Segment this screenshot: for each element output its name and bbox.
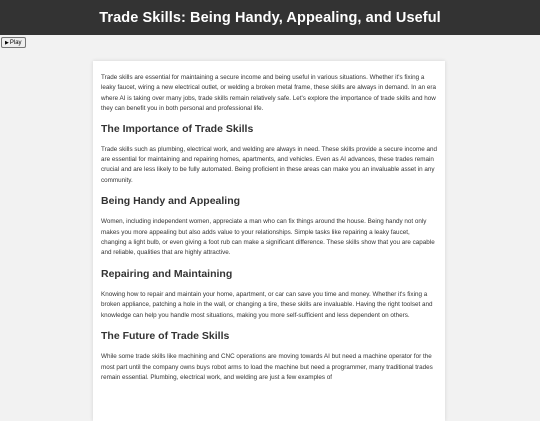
section-paragraph: Trade skills such as plumbing, electrical work, and welding are always in need. These skills provide a secure income and are essential for maintaining and repairing homes, apartments, and vehicles. Even as AI advances, these trades remain crucial and are less likely to be fully automated. Being proficient in these areas can make you an invaluable asset in any community. bbox=[101, 145, 437, 184]
intro-paragraph: Trade skills are essential for maintaining a secure income and being useful in various situations. Whether it's fixing a leaky faucet, wiring a new electrical outlet, or welding a broken metal frame, these skills are always in demand. In an era where AI is taking over many jobs, trade skills remain relatively safe. Let's explore the importance of trade skills and how they can benefit you in both personal and professional life. bbox=[101, 74, 436, 113]
play-button[interactable] bbox=[1, 37, 26, 48]
play-button-label: Play bbox=[9, 39, 22, 46]
section-repairing bbox=[101, 268, 437, 321]
section-heading: The Importance of Trade Skills bbox=[101, 122, 254, 135]
section-future bbox=[101, 330, 437, 383]
play-icon: ▶ bbox=[5, 39, 9, 46]
section-paragraph: Women, including independent women, appreciate a man who can fix things around the house. Being handy not only makes you more appealing but also adds value to your relationships. Simple tasks like repairing a leaky faucet, changing a light bulb, or even giving a foot rub can make a significant difference. These skills show that you are capable and reliable, qualities that are highly attractive. bbox=[101, 218, 435, 257]
site-header bbox=[0, 0, 540, 35]
article-card bbox=[93, 61, 445, 421]
section-heading: The Future of Trade Skills bbox=[101, 330, 230, 343]
section-importance bbox=[101, 123, 437, 187]
section-heading: Being Handy and Appealing bbox=[101, 195, 241, 208]
section-handy bbox=[101, 195, 437, 259]
section-heading: Repairing and Maintaining bbox=[101, 267, 233, 280]
section-paragraph: While some trade skills like machining and CNC operations are moving towards AI but need a machine operator for the most part until the company owns buys robot arms to load the machine but need a programmer, many traditional trades remain essential. Plumbing, electrical work, and welding are just a few examples of bbox=[101, 353, 433, 381]
page-title: Trade Skills: Being Handy, Appealing, and Useful bbox=[99, 9, 441, 26]
section-paragraph: Knowing how to repair and maintain your home, apartment, or car can save you time and money. Whether it's fixing a broken appliance, patching a hole in the wall, or changing a tire, these skills are invaluable. Having the right toolset and knowledge can help you handle most situations, making you more self-sufficient and less dependent on others. bbox=[101, 290, 433, 319]
